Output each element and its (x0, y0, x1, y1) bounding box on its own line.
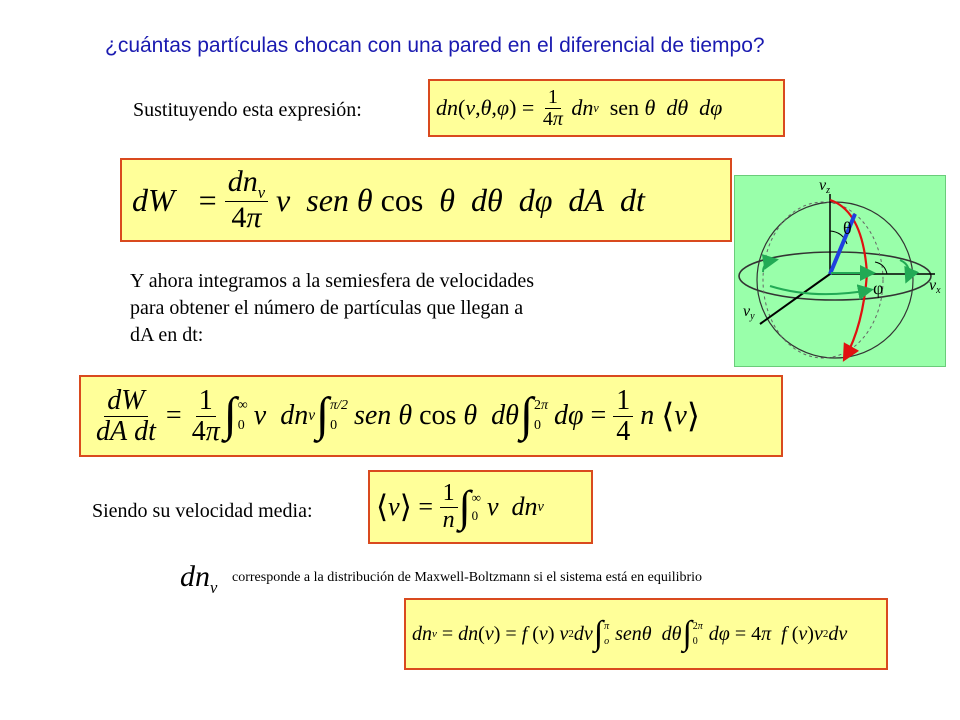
equation-dw-box (120, 158, 732, 242)
equation-flux-box (79, 375, 783, 457)
phi-angle-mark (875, 262, 887, 274)
vz-label: vz (819, 177, 831, 196)
integration-line-2: para obtener el número de partículas que llegan a (130, 297, 524, 319)
slide-title: ¿cuántas partículas chocan con una pared en el diferencial de tiempo? (105, 34, 765, 57)
integration-paragraph (130, 268, 630, 349)
integration-line-3: dA en dt: (130, 324, 204, 346)
equation-dw: dW = $\frac{dn_v}{4\pi}$ v sen θ cos θ dθ dφ dA dt (132, 165, 645, 235)
phi-arrow-front (770, 286, 870, 294)
maxwell-note: corresponde a la distribución de Maxwell-Boltzmann si el sistema está en equilibrio (232, 570, 703, 585)
equation-dn-box (428, 79, 785, 137)
vx-label: vx (929, 277, 941, 296)
sphere-svg (735, 176, 945, 366)
equation-maxwell: dn v = dn ( v ) = f ( v ) v 2 dv ∫ π o sen θ dθ ∫ 2π 0 dφ = 4 π f ( v ) v 2 dv (412, 615, 848, 652)
equation-flux: $\frac{dW}{\text{dA dt}}$ = $\frac{1}{4\pi}$ ∫ ∞ 0 v dn v ∫ π/2 0 sen θ cos θ dθ ∫ 2π 0 dφ = $\frac{1}{4}$ n ⟨ v ⟩ (96, 385, 700, 447)
phi-label: φ (873, 278, 884, 298)
equation-dn: dn ( v , θ , φ ) = $\frac{1}{4\pi}$ dn v sen θ d θ d φ (436, 85, 723, 130)
velocidad-media-label: Siendo su velocidad media: (92, 500, 313, 522)
phi-arrow-right (900, 260, 909, 280)
velocity-sphere-diagram (734, 175, 946, 367)
equation-mean-velocity: ⟨ v ⟩ = $\frac{1}{n}$ ∫ ∞ 0 v dn v (376, 480, 544, 533)
vy-label: vy (743, 303, 755, 322)
dn-v-symbol: $dn_v$ (180, 560, 218, 597)
theta-label: θ (843, 218, 852, 238)
equation-mean-velocity-box (368, 470, 593, 544)
sphere-outline (757, 202, 913, 358)
equation-maxwell-box (404, 598, 888, 670)
sustituyendo-label: Sustituyendo esta expresión: (133, 99, 362, 121)
integration-line-1: Y ahora integramos a la semiesfera de velocidades (130, 270, 535, 292)
